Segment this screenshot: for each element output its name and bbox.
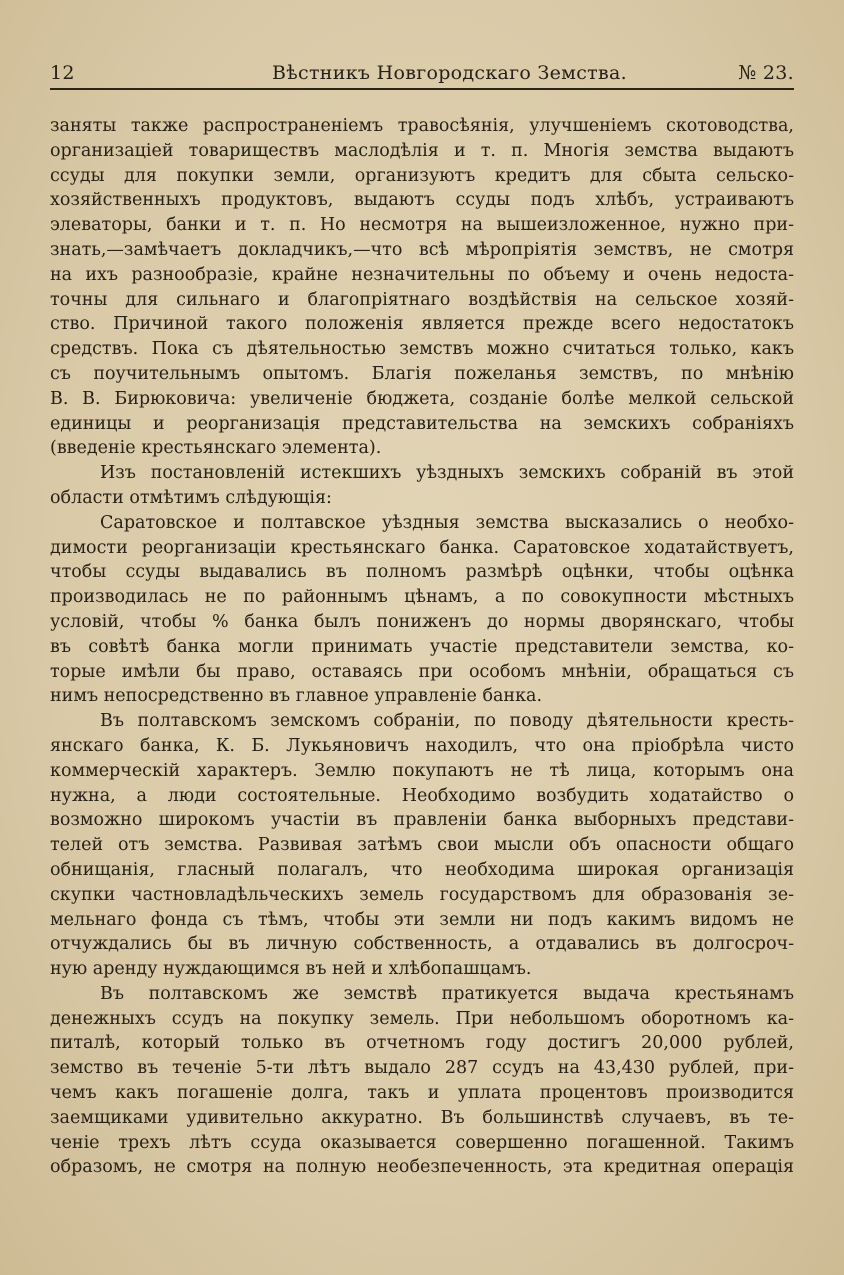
text-line: съ поучительнымъ опытомъ. Благія пожеланья земствъ, по мнѣнію <box>50 363 794 384</box>
text-line: производилась не по районнымъ цѣнамъ, а по совокупности мѣстныхъ <box>50 587 794 608</box>
body-text <box>50 114 794 1180</box>
text-line: Въ полтавскомъ же земствѣ пратикуется выдача крестьянамъ <box>100 983 794 1004</box>
text-line: организаціей товариществъ маслодѣлія и т. п. Многія земства выдаютъ <box>50 140 794 161</box>
text-line: заемщиками удивительно аккуратно. Въ большинствѣ случаевъ, въ те- <box>50 1107 794 1128</box>
text-line: димости реорганизаціи крестьянскаго банка. Саратовское ходатайствуетъ, <box>50 537 794 558</box>
page-number: 12 <box>50 62 75 84</box>
text-line: точны для сильнаго и благопріятнаго воздѣйствія на сельское хозяй- <box>50 289 794 310</box>
text-line: торые имѣли бы право, оставаясь при особомъ мнѣніи, обращаться съ <box>50 661 794 682</box>
text-line: Изъ постановленій истекшихъ уѣздныхъ земскихъ собраній въ этой <box>100 463 794 484</box>
header-rule <box>50 88 794 90</box>
text-line: янскаго банка, К. Б. Лукьяновичъ находилъ, что она пріобрѣла чисто <box>50 735 794 756</box>
text-line: знать,—замѣчаетъ докладчикъ,—что всѣ мѣропріятія земствъ, не смотря <box>50 239 794 260</box>
text-line: условій, чтобы % банка былъ пониженъ до нормы дворянскаго, чтобы <box>50 611 794 632</box>
text-line: въ совѣтѣ банка могли принимать участіе представители земства, ко- <box>50 636 794 657</box>
text-line: чтобы ссуды выдавались въ полномъ размѣрѣ оцѣнки, чтобы оцѣнка <box>50 562 794 583</box>
text-line: ную аренду нуждающимся въ ней и хлѣбопашцамъ. <box>50 959 532 980</box>
text-line: образомъ, не смотря на полную необезпеченность, эта кредитная операція <box>50 1157 794 1178</box>
text-line: отчуждались бы въ личную собственность, а отдавались въ долгосроч- <box>50 934 794 955</box>
text-line: нимъ непосредственно въ главное управленіе банка. <box>50 686 543 707</box>
text-line: Въ полтавскомъ земскомъ собраніи, по поводу дѣятельности кресть- <box>100 711 794 732</box>
text-line: возможно широкомъ участіи въ правленіи банка выборныхъ представи- <box>50 810 794 831</box>
text-line: единицы и реорганизація представительства на земскихъ собраніяхъ <box>50 413 794 434</box>
text-line: на ихъ разнообразіе, крайне незначительны по объему и очень недоста- <box>50 264 794 285</box>
text-line: обнищанія, гласный полагалъ, что необходима широкая организація <box>50 859 794 880</box>
text-line: ссуды для покупки земли, организуютъ кредитъ для сбыта сельско- <box>50 165 794 186</box>
text-line: нужна, а люди состоятельные. Необходимо возбудить ходатайство о <box>50 785 794 806</box>
text-line: (введеніе крестьянскаго элемента). <box>50 438 382 459</box>
text-line: В. В. Бирюковича: увеличеніе бюджета, созданіе болѣе мелкой сельской <box>50 388 794 409</box>
issue-number: № 23. <box>738 62 794 84</box>
text-line: ченіе трехъ лѣтъ ссуда оказывается совершенно погашенной. Такимъ <box>50 1132 794 1153</box>
text-line: средствъ. Пока съ дѣятельностью земствъ можно считаться только, какъ <box>50 339 794 360</box>
journal-title: Вѣстникъ Новгородскаго Земства. <box>272 62 627 84</box>
text-line: ство. Причиной такого положенія является прежде всего недостатокъ <box>50 314 794 335</box>
text-line: земство въ теченіе 5-ти лѣтъ выдало 287 ссудъ на 43,430 рублей, при- <box>50 1058 794 1079</box>
text-line: питалѣ, который только въ отчетномъ году достигъ 20,000 рублей, <box>50 1033 794 1054</box>
text-line: телей отъ земства. Развивая затѣмъ свои мысли объ опасности общаго <box>50 835 794 856</box>
text-line: области отмѣтимъ слѣдующія: <box>50 487 332 508</box>
text-line: Саратовское и полтавское уѣздныя земства высказались о необхо- <box>100 512 794 533</box>
text-line: заняты также распространеніемъ травосѣянія, улучшеніемъ скотоводства, <box>50 116 794 136</box>
text-line: денежныхъ ссудъ на покупку земель. При небольшомъ оборотномъ ка- <box>50 1008 794 1029</box>
text-line: чемъ какъ погашеніе долга, такъ и уплата процентовъ производится <box>50 1083 794 1104</box>
text-line: коммерческій характеръ. Землю покупаютъ не тѣ лица, которымъ она <box>50 760 794 781</box>
text-line: мельнаго фонда съ тѣмъ, чтобы эти земли ни подъ какимъ видомъ не <box>50 909 794 930</box>
text-line: хозяйственныхъ продуктовъ, выдаютъ ссуды подъ хлѣбъ, устраиваютъ <box>50 190 794 211</box>
text-line: элеваторы, банки и т. п. Но несмотря на вышеизложенное, нужно при- <box>50 215 794 236</box>
text-line: скупки частновладѣльческихъ земель государствомъ для образованія зе- <box>50 884 794 905</box>
